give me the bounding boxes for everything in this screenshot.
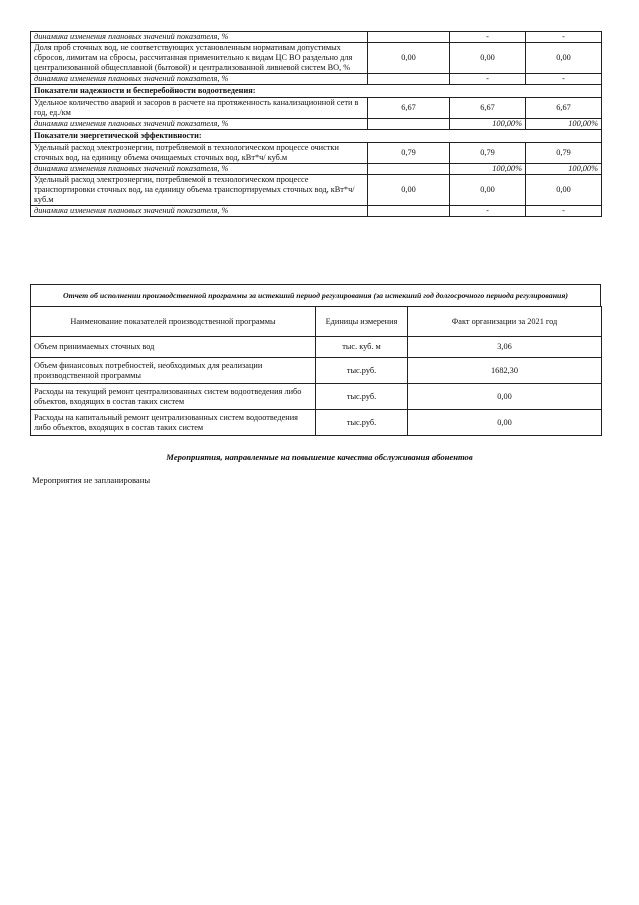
- report-cell-unit: тыс.руб.: [316, 384, 408, 410]
- indicator-label: Удельное количество аварий и засоров в расчете на протяженность канализационной сети в год, ед./км: [31, 98, 368, 119]
- dynamics-row: [31, 119, 602, 130]
- value-cell-3: 0,00: [526, 175, 602, 206]
- measures-text: Мероприятия не запланированы: [32, 475, 151, 485]
- report-row: [31, 358, 602, 384]
- indicator-label: Удельный расход электроэнергии, потребляемой в технологическом процессе транспортировки сточных вод, на единицу объема транспортируемых сточных вод, кВт*ч/ куб.м: [31, 175, 368, 206]
- section-row: [31, 85, 602, 98]
- value-cell-3: 0,00: [526, 43, 602, 74]
- value-cell-2: 0,00: [450, 175, 526, 206]
- value-cell-3: -: [526, 74, 602, 85]
- value-cell-2: 100,00%: [450, 164, 526, 175]
- report-row: [31, 337, 602, 358]
- report-cell-fact: 3,06: [408, 337, 602, 358]
- dynamics-label: динамика изменения плановых значений показателя, %: [31, 164, 368, 175]
- indicator-label: Доля проб сточных вод, не соответствующих установленным нормативам допустимых сбросов, лимитам на сбросы, рассчитанная применительно к видам ЦС ВО раздельно для централизованной общесплавной (бытовой) и централизованной ливневой систем ВО, %: [31, 43, 368, 74]
- indicator-row: [31, 175, 602, 206]
- indicator-row: [31, 98, 602, 119]
- report-row: [31, 410, 602, 436]
- report-header-unit: Единицы измерения: [316, 307, 408, 337]
- value-cell-2: 0,00: [450, 43, 526, 74]
- value-cell-3: -: [526, 32, 602, 43]
- report-cell-name: Объем принимаемых сточных вод: [31, 337, 316, 358]
- report-cell-name: Расходы на текущий ремонт централизованных систем водоотведения либо объектов, входящих в состав таких систем: [31, 384, 316, 410]
- section-heading: Показатели энергетической эффективности:: [31, 130, 602, 143]
- report-header-fact: Факт организации за 2021 год: [408, 307, 602, 337]
- value-cell-1: [368, 164, 450, 175]
- report-cell-name: Объем финансовых потребностей, необходимых для реализации производственной программы: [31, 358, 316, 384]
- value-cell-1: 0,79: [368, 143, 450, 164]
- section-heading: Показатели надежности и бесперебойности водоотведения:: [31, 85, 602, 98]
- value-cell-1: [368, 206, 450, 217]
- report-title: Отчет об исполнении производственной программы за истекший период регулирования (за истекший год долгосрочного периода регулирования): [31, 285, 601, 307]
- dynamics-label: динамика изменения плановых значений показателя, %: [31, 32, 368, 43]
- value-cell-1: [368, 74, 450, 85]
- indicator-row: [31, 143, 602, 164]
- value-cell-3: 100,00%: [526, 164, 602, 175]
- dynamics-row: [31, 32, 602, 43]
- measures-title: Мероприятия, направленные на повышение качества обслуживания абонентов: [166, 452, 473, 462]
- value-cell-1: [368, 119, 450, 130]
- dynamics-label: динамика изменения плановых значений показателя, %: [31, 74, 368, 85]
- report-cell-unit: тыс.руб.: [316, 358, 408, 384]
- dynamics-label: динамика изменения плановых значений показателя, %: [31, 119, 368, 130]
- value-cell-3: -: [526, 206, 602, 217]
- value-cell-1: [368, 32, 450, 43]
- indicator-row: [31, 43, 602, 74]
- report-cell-unit: тыс. куб. м: [316, 337, 408, 358]
- value-cell-2: -: [450, 206, 526, 217]
- value-cell-2: 0,79: [450, 143, 526, 164]
- report-header-name: Наименование показателей производственной программы: [31, 307, 316, 337]
- dynamics-label: динамика изменения плановых значений показателя, %: [31, 206, 368, 217]
- section-row: [31, 130, 602, 143]
- report-cell-fact: 0,00: [408, 410, 602, 436]
- value-cell-1: 6,67: [368, 98, 450, 119]
- dynamics-row: [31, 164, 602, 175]
- report-table: [30, 306, 602, 436]
- indicators-table: [30, 31, 602, 217]
- value-cell-3: 6,67: [526, 98, 602, 119]
- report-row: [31, 384, 602, 410]
- value-cell-2: 100,00%: [450, 119, 526, 130]
- value-cell-2: -: [450, 74, 526, 85]
- indicator-label: Удельный расход электроэнергии, потребляемой в технологическом процессе очистки сточных вод, на единицу объема очищаемых сточных вод, кВт*ч/ куб.м: [31, 143, 368, 164]
- value-cell-3: 0,79: [526, 143, 602, 164]
- report-cell-fact: 1682,30: [408, 358, 602, 384]
- report-title-table: [30, 284, 601, 307]
- report-cell-fact: 0,00: [408, 384, 602, 410]
- report-cell-unit: тыс.руб.: [316, 410, 408, 436]
- dynamics-row: [31, 206, 602, 217]
- value-cell-1: 0,00: [368, 175, 450, 206]
- value-cell-1: 0,00: [368, 43, 450, 74]
- value-cell-2: 6,67: [450, 98, 526, 119]
- dynamics-row: [31, 74, 602, 85]
- value-cell-2: -: [450, 32, 526, 43]
- value-cell-3: 100,00%: [526, 119, 602, 130]
- report-cell-name: Расходы на капитальный ремонт централизованных систем водоотведения либо объектов, входящих в состав таких систем: [31, 410, 316, 436]
